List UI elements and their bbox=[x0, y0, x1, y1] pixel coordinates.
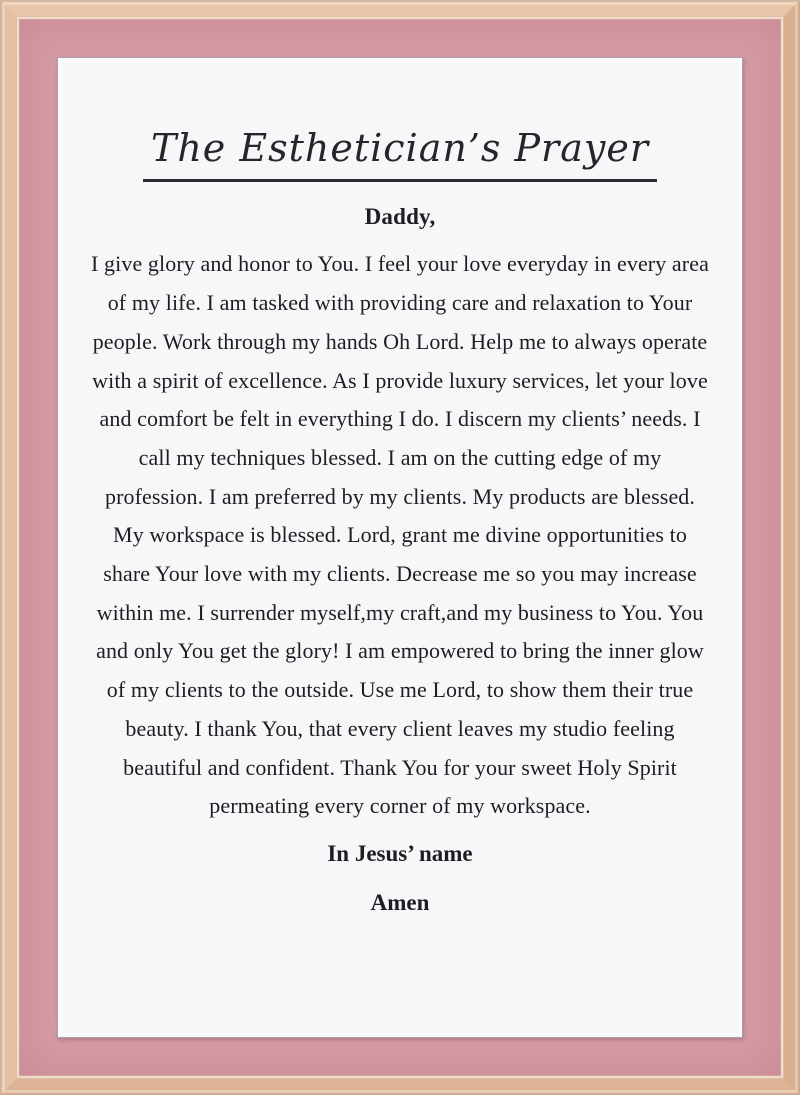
prayer-line: profession. I am preferred by my clients. My products are blessed. bbox=[104, 483, 696, 509]
prayer-body bbox=[82, 245, 718, 826]
prayer-line: share Your love with my clients. Decrease me so you may increase bbox=[103, 561, 697, 587]
prayer-line: My workspace is blessed. Lord, grant me divine opportunities to bbox=[113, 522, 687, 548]
salutation: Daddy, bbox=[364, 204, 436, 230]
prayer-line: and comfort be felt in everything I do. I discern my clients’ needs. I bbox=[99, 406, 701, 432]
prayer-line: within me. I surrender myself,my craft,and my business to You. You bbox=[96, 599, 704, 625]
prayer-line: I give glory and honor to You. I feel your love everyday in every area bbox=[91, 251, 709, 277]
prayer-title: The Esthetician’s Prayer bbox=[143, 124, 657, 182]
pink-mat bbox=[19, 19, 781, 1076]
prayer-line: with a spirit of excellence. As I provide luxury services, let your love bbox=[92, 367, 708, 393]
prayer-line: of my life. I am tasked with providing care and relaxation to Your bbox=[107, 290, 693, 316]
prayer-line: of my clients to the outside. Use me Lord, to show them their true bbox=[106, 677, 694, 703]
prayer-line: people. Work through my hands Oh Lord. Help me to always operate bbox=[92, 328, 708, 354]
title-row bbox=[82, 58, 718, 182]
prayer-line: permeating every corner of my workspace. bbox=[209, 793, 591, 819]
amen-line: Amen bbox=[370, 889, 430, 915]
prayer-sheet bbox=[57, 57, 743, 1038]
prayer-line: beauty. I thank You, that every client leaves my studio feeling bbox=[125, 715, 675, 741]
prayer-line: and only You get the glory! I am empowered to bring the inner glow bbox=[96, 638, 704, 664]
closing-line: In Jesus’ name bbox=[327, 840, 473, 866]
prayer-line: call my techniques blessed. I am on the cutting edge of my bbox=[138, 444, 662, 470]
prayer-line: beautiful and confident. Thank You for your sweet Holy Spirit bbox=[123, 754, 677, 780]
